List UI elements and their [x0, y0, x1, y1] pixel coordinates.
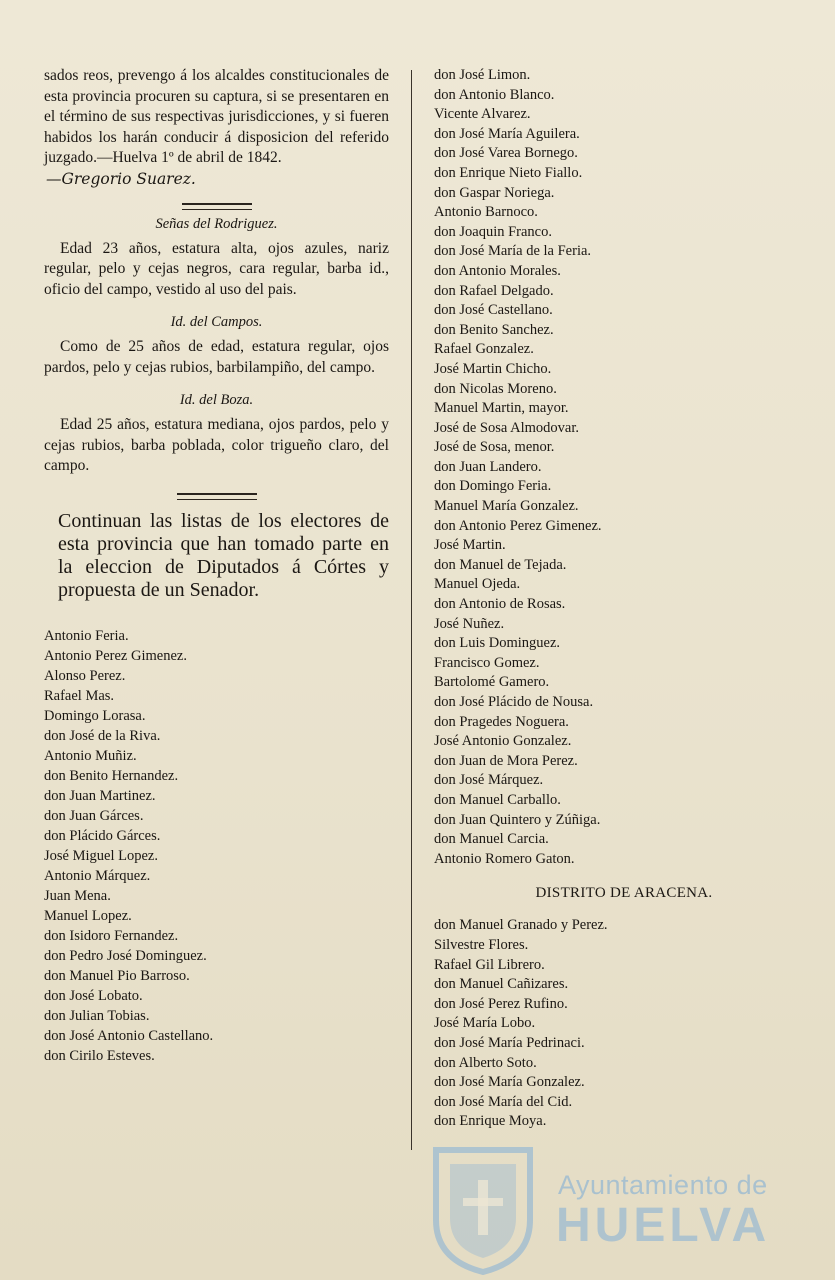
electors-list-left: [44, 626, 389, 1066]
elector-name: don José María de la Feria.: [434, 243, 592, 260]
elector-name: don Isidoro Fernandez.: [44, 927, 179, 944]
elector-name: Juan Mena.: [44, 887, 111, 904]
district-electors-list: [434, 916, 814, 1132]
elector-name: don José Márquez.: [434, 772, 544, 789]
city-seal-icon: [428, 1140, 538, 1275]
elector-name: Antonio Barnoco.: [434, 204, 538, 221]
elector-name: don Benito Hernandez.: [44, 767, 179, 784]
elector-name: Bartolomé Gamero.: [434, 674, 550, 691]
elector-name: Rafael Gil Librero.: [434, 956, 545, 973]
elector-name: don Juan de Mora Perez.: [434, 752, 578, 769]
elector-name: don José Perez Rufino.: [434, 995, 568, 1012]
elector-name: don Antonio Morales.: [434, 262, 561, 279]
elector-name: don Enrique Nieto Fiallo.: [434, 164, 583, 181]
elector-name: don Plácido Gárces.: [44, 827, 161, 844]
elector-name: don Cirilo Esteves.: [44, 1047, 155, 1064]
section-text-rodriguez: Edad 23 años, estatura alta, ojos azules, nariz regular, pelo y cejas negros, cara regular, barba id., oficio del campo, vestido al uso del pais.: [44, 239, 389, 298]
separator-rule-2: [177, 493, 257, 500]
elector-name: José de Sosa, menor.: [434, 439, 555, 456]
elector-name: Antonio Perez Gimenez.: [44, 647, 187, 664]
electors-list-right: [434, 66, 814, 869]
elector-name: don José María Pedrinaci.: [434, 1034, 585, 1051]
elector-name: José Miguel Lopez.: [44, 847, 158, 864]
elector-name: don José María Aguilera.: [434, 125, 580, 142]
elector-name: don José de la Riva.: [44, 727, 161, 744]
elector-name: Manuel Martin, mayor.: [434, 400, 569, 417]
section-title-campos: Id. del Campos.: [170, 314, 263, 330]
elector-name: don Domingo Feria.: [434, 478, 552, 495]
elector-name: Domingo Lorasa.: [44, 707, 146, 724]
elector-name: don Juan Martinez.: [44, 787, 156, 804]
elector-name: don Antonio Perez Gimenez.: [434, 517, 602, 534]
elector-name: Manuel María Gonzalez.: [434, 498, 579, 515]
elector-name: don José Lobato.: [44, 987, 143, 1004]
elector-name: don Manuel Carcia.: [434, 831, 549, 848]
elector-name: José Martin.: [434, 537, 506, 554]
elector-name: don Pragedes Noguera.: [434, 713, 569, 730]
separator-rule: [182, 203, 252, 210]
left-column: [44, 66, 389, 1066]
signature: —Gregorio Suarez.: [46, 169, 196, 188]
elector-name: don Juan Landero.: [434, 458, 542, 475]
elector-name: don José María del Cid.: [434, 1093, 573, 1110]
elector-name: don Pedro José Dominguez.: [44, 947, 207, 964]
watermark-line1: Ayuntamiento de: [558, 1170, 768, 1200]
elector-name: Antonio Márquez.: [44, 867, 151, 884]
elector-name: don Manuel Carballo.: [434, 791, 561, 808]
section-text-campos: Como de 25 años de edad, estatura regular, ojos pardos, pelo y cejas rubios, barbilampiño, del campo.: [44, 338, 389, 376]
lists-heading: Continuan las listas de los electores de esta provincia que han tomado parte en la eleccion de Diputados á Córtes y propuesta de un Senador.: [58, 509, 389, 601]
elector-name: don Juan Quintero y Zúñiga.: [434, 811, 601, 828]
elector-name: don José Varea Bornego.: [434, 145, 578, 162]
elector-name: don José María Gonzalez.: [434, 1074, 585, 1091]
elector-name: don Manuel Granado y Perez.: [434, 917, 608, 934]
elector-name: don Joaquin Franco.: [434, 223, 552, 240]
elector-name: Alonso Perez.: [44, 667, 126, 684]
elector-name: don José Plácido de Nousa.: [434, 694, 594, 710]
elector-name: don Gaspar Noriega.: [434, 184, 555, 201]
elector-name: José María Lobo.: [434, 1015, 536, 1032]
elector-name: don Alberto Soto.: [434, 1054, 537, 1071]
elector-name: Silvestre Flores.: [434, 936, 529, 953]
elector-name: don Benito Sanchez.: [434, 321, 554, 338]
elector-name: José Nuñez.: [434, 615, 505, 632]
elector-name: don Luis Dominguez.: [434, 635, 561, 652]
elector-name: Antonio Romero Gaton.: [434, 850, 575, 867]
elector-name: don Rafael Delgado.: [434, 282, 554, 299]
watermark-line2: HUELVA: [556, 1199, 771, 1252]
elector-name: don José Limon.: [434, 67, 531, 83]
elector-name: don José Antonio Castellano.: [44, 1027, 214, 1044]
elector-name: Rafael Mas.: [44, 687, 115, 704]
elector-name: don Juan Gárces.: [44, 807, 144, 824]
elector-name: José de Sosa Almodovar.: [434, 419, 579, 436]
elector-name: don Julian Tobias.: [44, 1007, 150, 1024]
right-column: [434, 66, 814, 1132]
elector-name: don José Castellano.: [434, 302, 553, 319]
elector-name: José Antonio Gonzalez.: [434, 733, 572, 750]
archive-watermark: [428, 1140, 771, 1275]
elector-name: Antonio Feria.: [44, 627, 129, 644]
elector-name: don Manuel Pio Barroso.: [44, 967, 190, 984]
elector-name: Rafael Gonzalez.: [434, 341, 534, 358]
intro-paragraph: sados reos, prevengo á los alcaldes constitucionales de esta provincia procuren su captura, si se presentaren en el término de sus respectivas jurisdicciones, y si fueren habidos los harán conducir á disposicion del referido juzgado.—Huelva 1º de abril de 1842.: [44, 67, 389, 166]
elector-name: Francisco Gomez.: [434, 654, 540, 671]
column-divider: [411, 70, 412, 1150]
elector-name: don Enrique Moya.: [434, 1113, 547, 1130]
elector-name: don Manuel Cañizares.: [434, 976, 569, 993]
elector-name: José Martin Chicho.: [434, 360, 552, 377]
elector-name: Antonio Muñiz.: [44, 747, 137, 764]
section-title-rodriguez: Señas del Rodriguez.: [155, 215, 278, 232]
section-text-boza: Edad 25 años, estatura mediana, ojos pardos, pelo y cejas rubios, barba poblada, color trigueño claro, del campo.: [44, 416, 389, 474]
section-title-boza: Id. del Boza.: [179, 392, 254, 408]
elector-name: don Manuel de Tejada.: [434, 556, 567, 573]
elector-name: Manuel Ojeda.: [434, 576, 521, 593]
elector-name: don Antonio de Rosas.: [434, 596, 566, 613]
elector-name: Vicente Alvarez.: [434, 106, 531, 123]
elector-name: don Antonio Blanco.: [434, 86, 555, 103]
district-heading: DISTRITO DE ARACENA.: [535, 885, 713, 902]
elector-name: Manuel Lopez.: [44, 907, 132, 924]
elector-name: don Nicolas Moreno.: [434, 380, 557, 397]
